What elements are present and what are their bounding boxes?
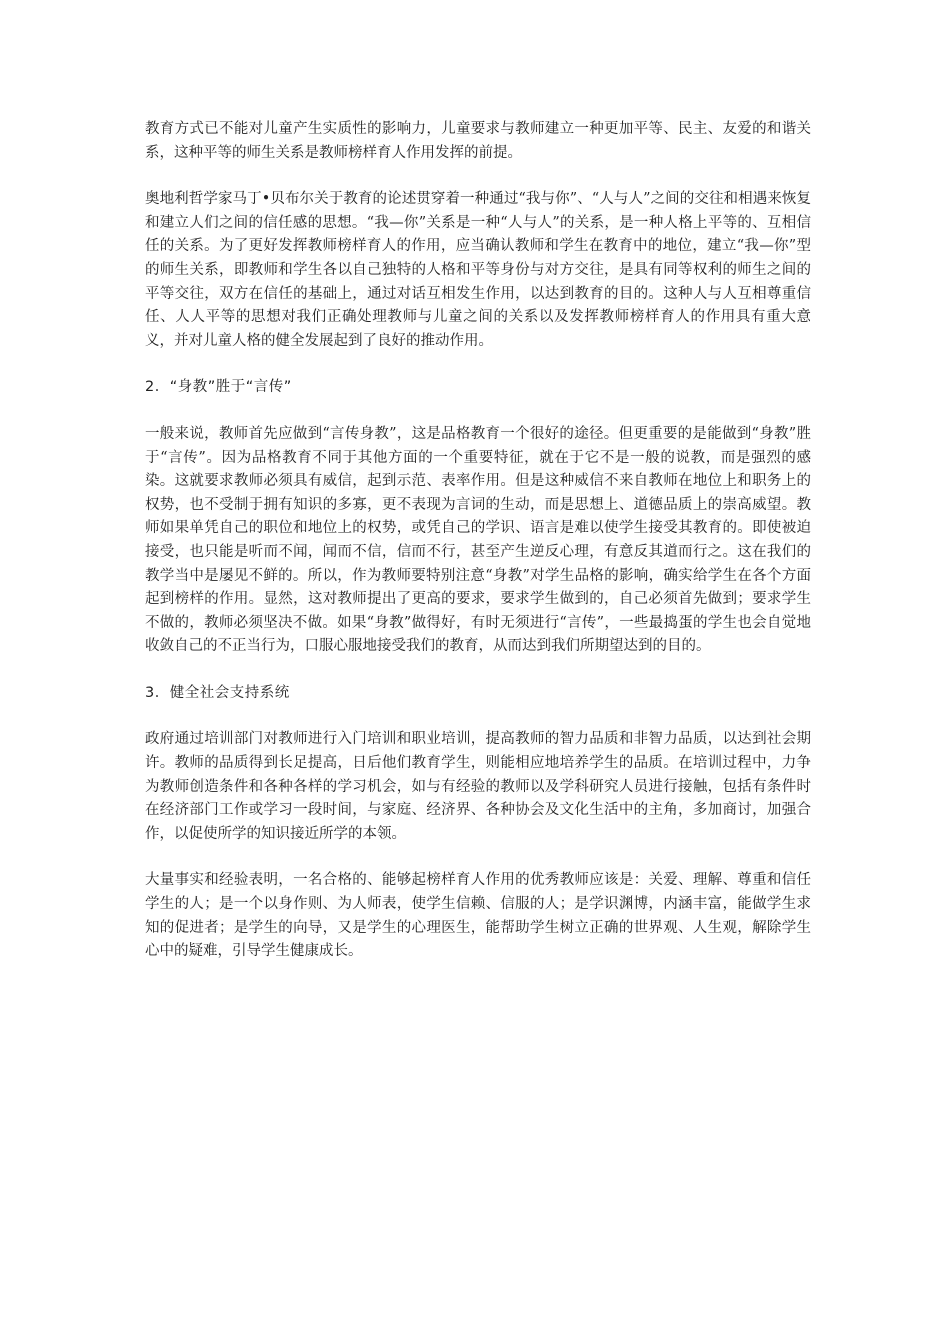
paragraph-body-teaching: 一般来说，教师首先应做到“言传身教”，这是品格教育一个很好的途径。但更重要的是能做到“身教”胜于“言传”。因为品格教育不同于其他方面的一个重要特征，就在于它不是一般的说教，而是强烈的感染。这就要求教师必须具有威信，起到示范、表率作用。但是这种威信不来自教师在地位上和职务上的权势，也不受制于拥有知识的多寡，更不表现为言词的生动，而是思想上、道德品质上的崇高威望。教师如果单凭自己的职位和地位上的权势，或凭自己的学识、语言是难以使学生接受其教育的。即使被迫接受，也只能是听而不闻，闻而不信，信而不行，甚至产生逆反心理，有意反其道而行之。这在我们的教学当中是屡见不鲜的。所以，作为教师要特别注意“身教”对学生品格的影响，确实给学生在各个方面起到榜样的作用。显然，这对教师提出了更高的要求，要求学生做到的，自己必须首先做到；要求学生不做的，教师必须坚决不做。如果“身教”做得好，有时无须进行“言传”，一些最捣蛋的学生也会自觉地收敛自己的不正当行为，口服心服地接受我们的教育，从而达到我们所期望达到的目的。 [145,425,811,655]
paragraph-government-training: 政府通过培训部门对教师进行入门培训和职业培训，提高教师的智力品质和非智力品质，以达到社会期许。教师的品质得到长足提高，日后他们教育学生，则能相应地培养学生的品质。在培训过程中，力争为教师创造条件和各种各样的学习机会，如与有经验的教师以及学科研究人员进行接触，包括有条件时在经济部门工作或学习一段时间，与家庭、经济界、各种协会及文化生活中的主角，多加商讨，加强合作，以促使所学的知识接近所学的本领。 [145,731,811,842]
section-heading-2: 2．“身教”胜于“言传” [145,379,292,396]
document-body [145,118,811,987]
paragraph-conclusion: 大量事实和经验表明，一名合格的、能够起榜样育人作用的优秀教师应该是：关爱、理解、尊重和信任学生的人；是一个以身作则、为人师表，使学生信赖、信服的人；是学识渊博，内涵丰富，能做学生求知的促进者；是学生的向导，又是学生的心理医生，能帮助学生树立正确的世界观、人生观，解除学生心中的疑难，引导学生健康成长。 [145,872,811,960]
section-heading-3: 3．健全社会支持系统 [145,684,290,701]
paragraph-intro: 教育方式已不能对儿童产生实质性的影响力，儿童要求与教师建立一种更加平等、民主、友爱的和谐关系，这种平等的师生关系是教师榜样育人作用发挥的前提。 [145,121,811,161]
paragraph-buber: 奥地利哲学家马丁•贝布尔关于教育的论述贯穿着一种通过“我与你”、“人与人”之间的交往和相遇来恢复和建立人们之间的信任感的思想。“我—你”关系是一种“人与人”的关系，是一种人格上平等的、互相信任的关系。为了更好发挥教师榜样育人的作用，应当确认教师和学生在教育中的地位，建立“我—你”型的师生关系，即教师和学生各以自己独特的人格和平等身份与对方交往，是具有同等权利的师生之间的平等交往，双方在信任的基础上，通过对话互相发生作用，以达到教育的目的。这种人与人互相尊重信任、人人平等的思想对我们正确处理教师与儿童之间的关系以及发挥教师榜样育人的作用具有重大意义，并对儿童人格的健全发展起到了良好的推动作用。 [145,191,811,349]
